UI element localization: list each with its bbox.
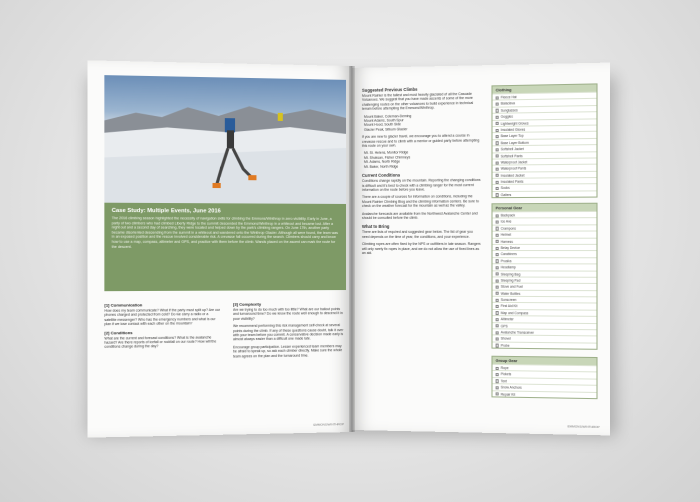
current-conditions-text-3: Avalanche forecasts are available from the Northwest Avalanche Center and should be consulted before the climb. xyxy=(361,210,478,220)
checkbox-icon xyxy=(495,272,498,275)
left-page xyxy=(87,60,352,437)
checkbox-icon xyxy=(495,331,498,334)
checklist-item-label: Crampons xyxy=(500,226,516,231)
checkbox-icon xyxy=(495,187,498,190)
checklist-item-label: Softshell Pants xyxy=(500,153,523,158)
checklist-item-label: Harness xyxy=(500,239,513,244)
checklist-item-label: Socks xyxy=(500,186,510,191)
group-gear-checklist-items xyxy=(493,364,597,398)
checkbox-icon xyxy=(495,181,498,184)
checkbox-icon xyxy=(495,285,498,288)
checkbox-icon xyxy=(495,266,498,269)
right-page xyxy=(352,63,610,436)
right-text-column xyxy=(362,82,481,259)
checklist-item-label: Altimeter xyxy=(500,317,514,322)
checkbox-icon xyxy=(495,234,498,237)
checkbox-icon xyxy=(495,148,498,151)
case-study-box xyxy=(104,203,346,291)
checklist-item-label: Sleeping Bag xyxy=(500,271,521,277)
list-item: Mt. St. Helens, Monitor Ridge xyxy=(363,150,409,156)
checklist-item-label: Belay Device xyxy=(500,245,520,250)
checkbox-icon xyxy=(495,247,498,250)
checklist-item-label: Shovel xyxy=(500,336,511,342)
self-check-text: We recommend performing this risk management self-check at several points during the climb. If any of these questions cause doubt, talk it over with your team before you commit. A conservative decision made early is almost always easier than a difficult one made late. xyxy=(233,323,344,342)
checkbox-icon xyxy=(495,311,498,314)
checkbox-icon xyxy=(495,168,498,171)
checkbox-icon xyxy=(495,292,498,295)
right-page-footer: EMMONS/WINTHROP xyxy=(567,424,600,430)
list-item: Mount Baker, Coleman-Deming xyxy=(363,113,412,119)
conditions-text: What are the current and forecast conditions? What is the avalanche hazard? Are there reports of icefall or rockfall on our route? How will the conditions change during the day? xyxy=(104,335,217,350)
checklist-item-label: Base Layer Top xyxy=(500,134,524,139)
checkbox-icon xyxy=(495,318,498,321)
checklist-item-label: Tent xyxy=(500,379,507,384)
checklist-item-label: Insulated Pants xyxy=(500,179,524,184)
magazine-spine xyxy=(349,66,355,432)
left-column-1 xyxy=(104,299,220,353)
checklist-item-label: Headlamp xyxy=(500,265,516,270)
case-study-title: Case Study: Multiple Events, June 2016 xyxy=(111,207,221,215)
suggested-climbs-heading: Suggested Previous Climbs xyxy=(361,86,418,93)
checkbox-icon xyxy=(495,344,498,347)
checklist-item-label: Ice Axe xyxy=(500,219,512,224)
clothing-checklist-title: Clothing xyxy=(493,84,597,93)
checkbox-icon xyxy=(495,109,498,112)
checkbox-icon xyxy=(495,96,498,99)
climber-body xyxy=(227,130,234,148)
list-item: Mt. Shuksan, Fisher Chimneys xyxy=(363,155,411,160)
checklist-item-label: Stove and Fuel xyxy=(500,284,523,290)
checkbox-icon xyxy=(495,279,498,282)
personal-gear-checklist-title: Personal Gear xyxy=(493,204,597,212)
checklist-item-label: Water Bottles xyxy=(500,291,521,296)
what-to-bring-text-2: Climbing ropes are often fixed by the NPS or outfitters in late season. Rangers will only rarely fix ropes in place, and we do not allow the use of fixed lines as an aid. xyxy=(361,242,481,255)
checklist-item-label: Sleeping Pad xyxy=(500,278,521,283)
checkbox-icon xyxy=(495,386,498,389)
left-columns xyxy=(104,298,346,433)
suggested-climbs-text-2: If you are new to glacier travel, we encourage you to attend a course in crevasse rescue and to climb with a mentor or guided party before attempting this route on your own. xyxy=(361,133,480,148)
left-column-2 xyxy=(233,298,346,362)
checkbox-icon xyxy=(495,135,498,138)
checklist-item-label: Rope xyxy=(500,365,509,371)
checklist-item-label: Gaiters xyxy=(500,192,512,197)
checkbox-icon xyxy=(495,214,498,217)
checkbox-icon xyxy=(495,174,498,177)
checklist-item-label: Insulated Jacket xyxy=(500,173,525,178)
checklist-item xyxy=(493,190,597,197)
checklist-item xyxy=(493,341,597,349)
checkbox-icon xyxy=(495,253,498,256)
checklist-item-label: Lightweight Gloves xyxy=(500,120,529,126)
group-participation-text: Encourage group participation. Lesser experienced team members may be afraid to speak up, so ask each climber directly. Make sure the whole team agrees on the plan and the turnaround time. xyxy=(233,343,343,359)
conditions-heading: [2] Conditions xyxy=(104,329,133,336)
checklist-item-label: Base Layer Bottom xyxy=(500,140,529,145)
checkbox-icon xyxy=(495,221,498,224)
checkbox-icon xyxy=(495,393,498,396)
personal-gear-checklist xyxy=(491,203,597,350)
checkbox-icon xyxy=(495,367,498,370)
checklist-item-label: GPS xyxy=(500,323,508,329)
current-conditions-text-1: Conditions change rapidly on the mountain. Reporting the changing conditions is difficult and it's best to check with a climbing ranger for the most current information on the route before you leave. xyxy=(361,178,481,192)
checkbox-icon xyxy=(495,240,498,243)
checkbox-icon xyxy=(495,122,498,125)
checkbox-icon xyxy=(495,161,498,164)
checklist-item-label: Snow Anchors xyxy=(500,385,522,390)
checklist-item-label: Softshell Jacket xyxy=(500,147,524,152)
checkbox-icon xyxy=(495,227,498,230)
checkbox-icon xyxy=(495,155,498,158)
case-study-text: The 2016 climbing season highlighted the necessity of navigation skills for climbing the Emmons/Winthrop in zero-visibility. Early in June, a party of two climbers who had climbed Liberty Ridge to the summit descended the Emmons/Winthrop in a whiteout and became lost. After a night out and a second day of searching, they were located and helped down by the park's climbing rangers. On June 17th, another party became disoriented descending from the summit in a whiteout and wandered onto the Winthrop Glacier. Although all were found, the team was in an exposed position and the rescue involved considerable risk. A crevasse fall occurred during the search. Climbers should carry and know how to use a map, compass, altimeter and GPS, and practice with them before the climb. Wands placed on the ascent can mark the route for the descent. xyxy=(111,216,338,249)
personal-gear-checklist-items xyxy=(493,211,597,349)
list-item: Mount Adams, South Spur xyxy=(363,118,404,123)
checklist-item-label: Carabiners xyxy=(500,252,517,257)
checklist-item xyxy=(493,390,597,398)
checkbox-icon xyxy=(495,194,498,197)
climber-backpack xyxy=(225,118,235,132)
checklist-item-label: Avalanche Transceiver xyxy=(500,330,534,335)
checklist-item-label: Waterproof Jacket xyxy=(500,160,528,165)
checkbox-icon xyxy=(495,380,498,383)
checklist-item-label: Map and Compass xyxy=(500,310,529,316)
checkbox-icon xyxy=(495,305,498,308)
complexity-text: Are we trying to do too much with too little? What are our bailout points and turnaround time? Do we know the route well enough to descend it in poor visibility? xyxy=(233,307,343,321)
checklist-item-label: Waterproof Pants xyxy=(500,166,527,171)
clothing-checklist xyxy=(491,83,597,198)
checklist-item-label: Goggles xyxy=(500,114,513,119)
checkbox-icon xyxy=(495,142,498,145)
climber-boot-right xyxy=(248,175,256,180)
list-item: Mount Hood, South Side xyxy=(363,122,401,128)
list-item: Mt. Baker, North Ridge xyxy=(363,164,399,169)
checklist-item-label: Probe xyxy=(500,343,510,348)
climber-boot-left xyxy=(213,183,221,188)
checkbox-icon xyxy=(495,260,498,263)
distant-climber xyxy=(278,113,283,121)
checkbox-icon xyxy=(495,116,498,119)
checkbox-icon xyxy=(495,324,498,327)
checklist-item-label: Fleece Hat xyxy=(500,95,517,100)
checklist-item-label: Sunglasses xyxy=(500,108,518,113)
list-item: Mt. Adams, North Ridge xyxy=(363,159,401,165)
checkbox-icon xyxy=(495,337,498,340)
suggested-climbs-text: Mount Rainier is the tallest and most heavily glaciated of all the Cascade Volcanoes. We suggest that you have made ascents of some of the more challenging routes on the other volcanoes to build experience in technical terrain before attempting the Emmons/Winthrop. xyxy=(361,91,474,112)
clothing-checklist-items xyxy=(493,92,597,198)
checklist-item-label: Repair Kit xyxy=(500,392,516,397)
checklist-item-label: First Aid Kit xyxy=(500,304,518,309)
checklist-item-label: Pickets xyxy=(500,372,512,377)
checkbox-icon xyxy=(495,298,498,301)
checklist-item-label: Balaclava xyxy=(500,101,515,106)
current-conditions-heading: Current Conditions xyxy=(361,172,401,179)
complexity-heading: [3] Complexity xyxy=(233,301,262,307)
what-to-bring-heading: What to Bring xyxy=(361,224,390,230)
checklist-item-label: Prusiks xyxy=(500,258,512,263)
climber-photo-illustration xyxy=(104,75,346,204)
group-gear-checklist-title: Group Gear xyxy=(493,357,597,365)
group-gear-checklist xyxy=(491,356,597,399)
checkbox-icon xyxy=(495,103,498,106)
left-page-footer: EMMONS/WINTHROP xyxy=(313,422,345,427)
checklist-item-label: Backpack xyxy=(500,213,515,218)
communication-heading: [1] Communication xyxy=(104,302,143,308)
checkbox-icon xyxy=(495,373,498,376)
what-to-bring-text-1: There are lists of required and suggested gear below. The list of gear you need depends on the time of year, the conditions, and your experience. xyxy=(361,230,473,239)
checklist-item-label: Helmet xyxy=(500,232,512,237)
communication-text: How does my team communicate? What if the party must split up? Are our phones charged and protected from cold? Do we carry a radio or a satellite messenger? Who has the emergency numbers and what is our plan if we lose contact with each other on the mountain? xyxy=(104,307,221,327)
checklist-item-label: Insulated Gloves xyxy=(500,127,526,132)
checklist-item-label: Sunscreen xyxy=(500,297,517,303)
current-conditions-text-2: There are a couple of sources for information on conditions, including the Mount Rainier Climbing Blog and the climbing information centers. Be sure to check on the weather forecast for the mountain as well as the valley. xyxy=(361,194,479,209)
list-item: Glacier Peak, Sitkum Glacier xyxy=(363,127,408,132)
climber-photo xyxy=(104,75,346,204)
checkbox-icon xyxy=(495,129,498,132)
